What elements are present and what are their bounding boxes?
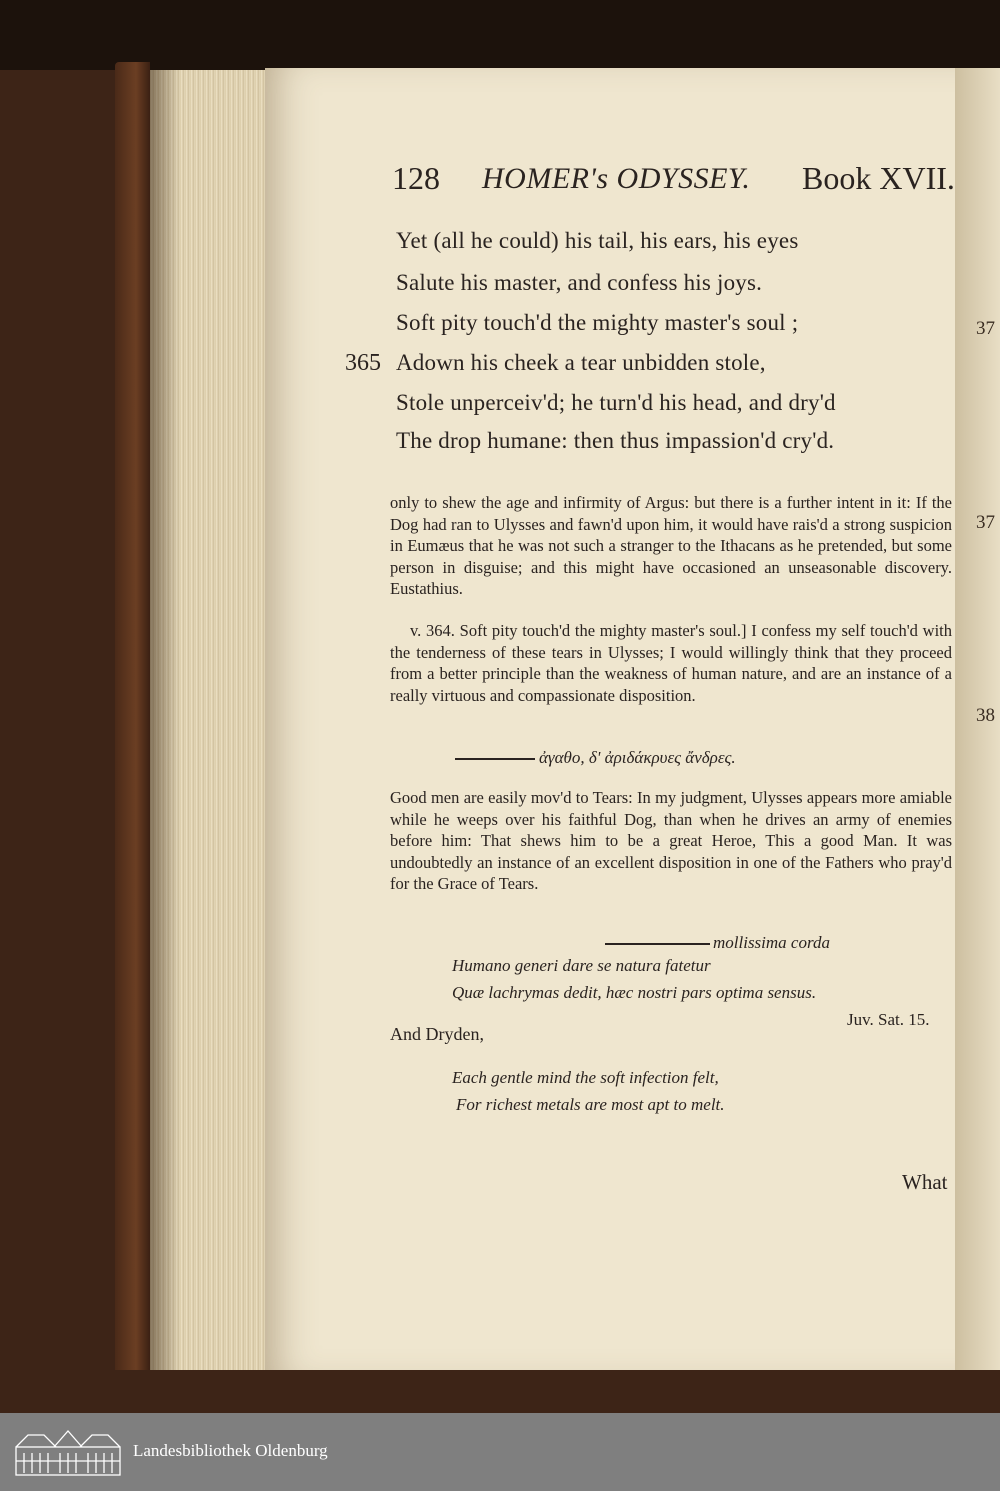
dryden-line: For richest metals are most apt to melt. [456, 1095, 725, 1114]
catchword: What [902, 1170, 948, 1194]
facing-line-number: 38 [976, 705, 995, 726]
note-paragraph: v. 364. Soft pity touch'd the mighty master's soul.] I confess my self touch'd with the tenderness of these tears in Ulysses; I would willingly think that they proceed from a better principle than the weakness of human nature, and are an instance of a really virtuous and compassionate disposition. [390, 621, 952, 705]
dryden-line: Each gentle mind the soft infection felt, [452, 1068, 719, 1087]
latin-line: Humano generi dare se natura fatetur [452, 956, 711, 975]
greek-quotation: ἀγαθο, δ' ἀριδάκρυες ἄνδρες. [455, 748, 736, 768]
facing-line-number: 37 [976, 318, 995, 339]
and-dryden: And Dryden, [390, 1024, 484, 1044]
line-number: 365 [345, 350, 381, 376]
verse-line: Soft pity touch'd the mighty master's soul ; [396, 310, 799, 335]
note-paragraph: only to shew the age and infirmity of Argus: but there is a further intent in it: If the Dog had ran to Ulysses and fawn'd upon him, it would have rais'd a strong suspicion in Eumæus that he was not such a stranger to the Ithacans as he pretended, but some person in disguise; and this might have occasioned an unseasonable discovery. Eustathius. [390, 493, 952, 598]
footer-bar [0, 1413, 1000, 1491]
library-name: Landesbibliothek Oldenburg [133, 1441, 328, 1460]
facing-line-number: 37 [976, 512, 995, 533]
verse-line: Stole unperceiv'd; he turn'd his head, and dry'd [396, 390, 836, 415]
verse-line: Adown his cheek a tear unbidden stole, [396, 350, 766, 375]
latin-line: Quæ lachrymas dedit, hæc nostri pars optima sensus. [452, 983, 817, 1002]
running-title: HOMER's ODYSSEY. [482, 162, 751, 195]
library-logo-icon [14, 1429, 122, 1477]
page-number: 128 [392, 160, 440, 196]
verse-line: Yet (all he could) his tail, his ears, his eyes [396, 228, 799, 253]
note-paragraph: Good men are easily mov'd to Tears: In my judgment, Ulysses appears more amiable while he weeps over his faithful Dog, than when he drives an army of enemies before him: That shews him to be a great Heroe, This a good Man. It was undoubtedly an instance of an excellent disposition in one of the Fathers who pray'd for the Grace of Tears. [390, 788, 952, 893]
latin-lead: mollissima corda [605, 933, 830, 953]
citation: Juv. Sat. 15. [847, 1010, 930, 1029]
verse-line: The drop humane: then thus impassion'd cry'd. [396, 428, 835, 453]
verse-line: Salute his master, and confess his joys. [396, 270, 763, 295]
book-label: Book XVII. [802, 160, 955, 196]
